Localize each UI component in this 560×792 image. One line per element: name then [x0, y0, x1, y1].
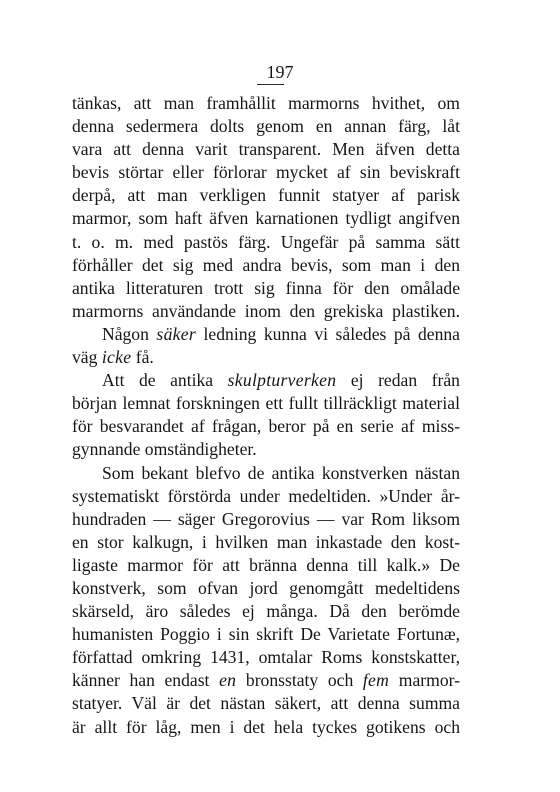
text-line: [72, 323, 460, 346]
text-line: [72, 346, 460, 369]
italic-text: icke: [101, 347, 132, 368]
italic-text: skulpturverken: [227, 370, 337, 391]
italic-text: en: [219, 670, 237, 691]
text-line: [72, 600, 460, 623]
text-segment: förhåller det sig med andra bevis, som man i den: [72, 254, 460, 275]
text-line-content: [72, 555, 460, 575]
text-line: [72, 92, 460, 115]
text-segment: denna sedermera dolts genom en annan färg, låt: [72, 116, 460, 137]
text-line-content: [72, 439, 257, 459]
text-segment: statyer. Väl är det nästan säkert, att denna summa: [72, 693, 460, 714]
text-line-content: [72, 255, 460, 275]
text-line-content: [72, 208, 460, 228]
text-line: [72, 115, 460, 138]
text-line-content: [72, 232, 460, 252]
page-number-rule: [257, 84, 284, 85]
text-line-content: [102, 463, 460, 483]
text-line: [72, 485, 460, 508]
text-line-content: [72, 116, 460, 136]
text-segment: författad omkring 1431, omtalar Roms konstskatter,: [72, 647, 460, 668]
text-line-content: [72, 578, 460, 598]
text-line: [72, 554, 460, 577]
text-line: [72, 462, 460, 485]
text-segment: ligaste marmor för att bränna denna till kalk.» De: [72, 554, 460, 575]
text-line-content: [72, 393, 460, 413]
text-segment: väg: [72, 347, 102, 368]
text-line: [72, 531, 460, 554]
text-segment: marmorns användande inom den grekiska plastiken.: [72, 300, 460, 321]
text-line: [72, 392, 460, 415]
text-segment: få.: [131, 347, 154, 368]
text-segment: bevis störtar eller förlorar mycket af sin beviskraft: [72, 162, 460, 183]
text-line: [72, 508, 460, 531]
text-segment: marmor-: [389, 670, 460, 691]
text-segment: systematiskt förstörda under medeltiden. »Under år-: [72, 485, 460, 506]
text-line-content: [72, 624, 460, 644]
text-line-content: [72, 301, 460, 321]
text-line-content: [72, 532, 460, 552]
text-line-content: [72, 93, 460, 113]
text-line: [72, 277, 460, 300]
text-segment: konstverk, som ofvan jord genomgått medeltidens: [72, 577, 460, 598]
text-segment: marmor, som haft äfven karnationen tydligt angifven: [72, 208, 460, 229]
text-segment: bronsstaty och: [236, 670, 363, 691]
text-segment: gynnande omständigheter.: [72, 439, 257, 460]
text-line-content: [72, 486, 460, 506]
text-segment: känner han endast: [72, 670, 220, 691]
text-segment: skärseld, äro således ej många. Då den berömde: [72, 601, 460, 622]
text-line: [72, 231, 460, 254]
text-line: [72, 415, 460, 438]
text-segment: en stor kalkugn, i hvilken man inkastade den kost-: [72, 531, 460, 552]
text-segment: Som bekant blefvo de antika konstverken nästan: [102, 462, 460, 483]
text-line-content: [72, 509, 460, 529]
text-segment: ej redan från: [336, 370, 460, 391]
text-segment: början lemnat forskningen ett fullt tillräckligt material: [72, 393, 460, 414]
text-line: [72, 254, 460, 277]
text-line-content: [72, 670, 460, 690]
text-line-content: [72, 717, 460, 737]
text-line: [72, 207, 460, 230]
page-number: 197: [266, 62, 294, 82]
text-segment: Att de antika: [102, 370, 228, 391]
text-segment: humanisten Poggio i sin skrift De Varietate Fortunæ,: [72, 624, 460, 645]
text-line-content: [72, 601, 460, 621]
text-segment: Någon: [102, 323, 157, 344]
text-segment: antika litteraturen trott sig finna för den omålade: [72, 277, 460, 298]
text-line: [72, 577, 460, 600]
text-line: [72, 161, 460, 184]
text-line-content: [72, 185, 460, 205]
text-line-content: [72, 693, 460, 713]
text-segment: ledning kunna vi således på denna: [196, 323, 460, 344]
text-segment: derpå, att man verkligen funnit statyer af parisk: [72, 185, 460, 206]
text-line: [72, 692, 460, 715]
text-line: [72, 669, 460, 692]
text-segment: är allt för låg, men i det hela tyckes gotikens och: [72, 716, 460, 737]
text-line-content: [102, 324, 460, 344]
text-segment: hundraden — säger Gregorovius — var Rom liksom: [72, 508, 460, 529]
italic-text: säker: [156, 323, 197, 344]
italic-text: fem: [362, 670, 390, 691]
text-line: [72, 138, 460, 161]
text-segment: för besvarandet af frågan, beror på en serie af miss-: [72, 416, 460, 437]
text-line: [72, 438, 460, 461]
text-line-content: [72, 647, 460, 667]
text-line-content: [72, 162, 460, 182]
text-line-content: [72, 416, 460, 436]
text-line: [72, 300, 460, 323]
text-line-content: [72, 278, 460, 298]
text-line: [72, 184, 460, 207]
text-line-content: [102, 370, 460, 390]
text-segment: tänkas, att man framhållit marmorns hvithet, om: [72, 93, 460, 113]
text-segment: vara att denna varit transparent. Men äfven detta: [72, 139, 460, 160]
body-text: [72, 92, 460, 739]
text-line: [72, 646, 460, 669]
text-line: [72, 623, 460, 646]
text-line-content: [72, 347, 154, 367]
text-segment: t. o. m. med pastös färg. Ungefär på samma sätt: [72, 231, 460, 252]
text-line-content: [72, 139, 460, 159]
text-line: [72, 716, 460, 739]
text-line: [72, 369, 460, 392]
